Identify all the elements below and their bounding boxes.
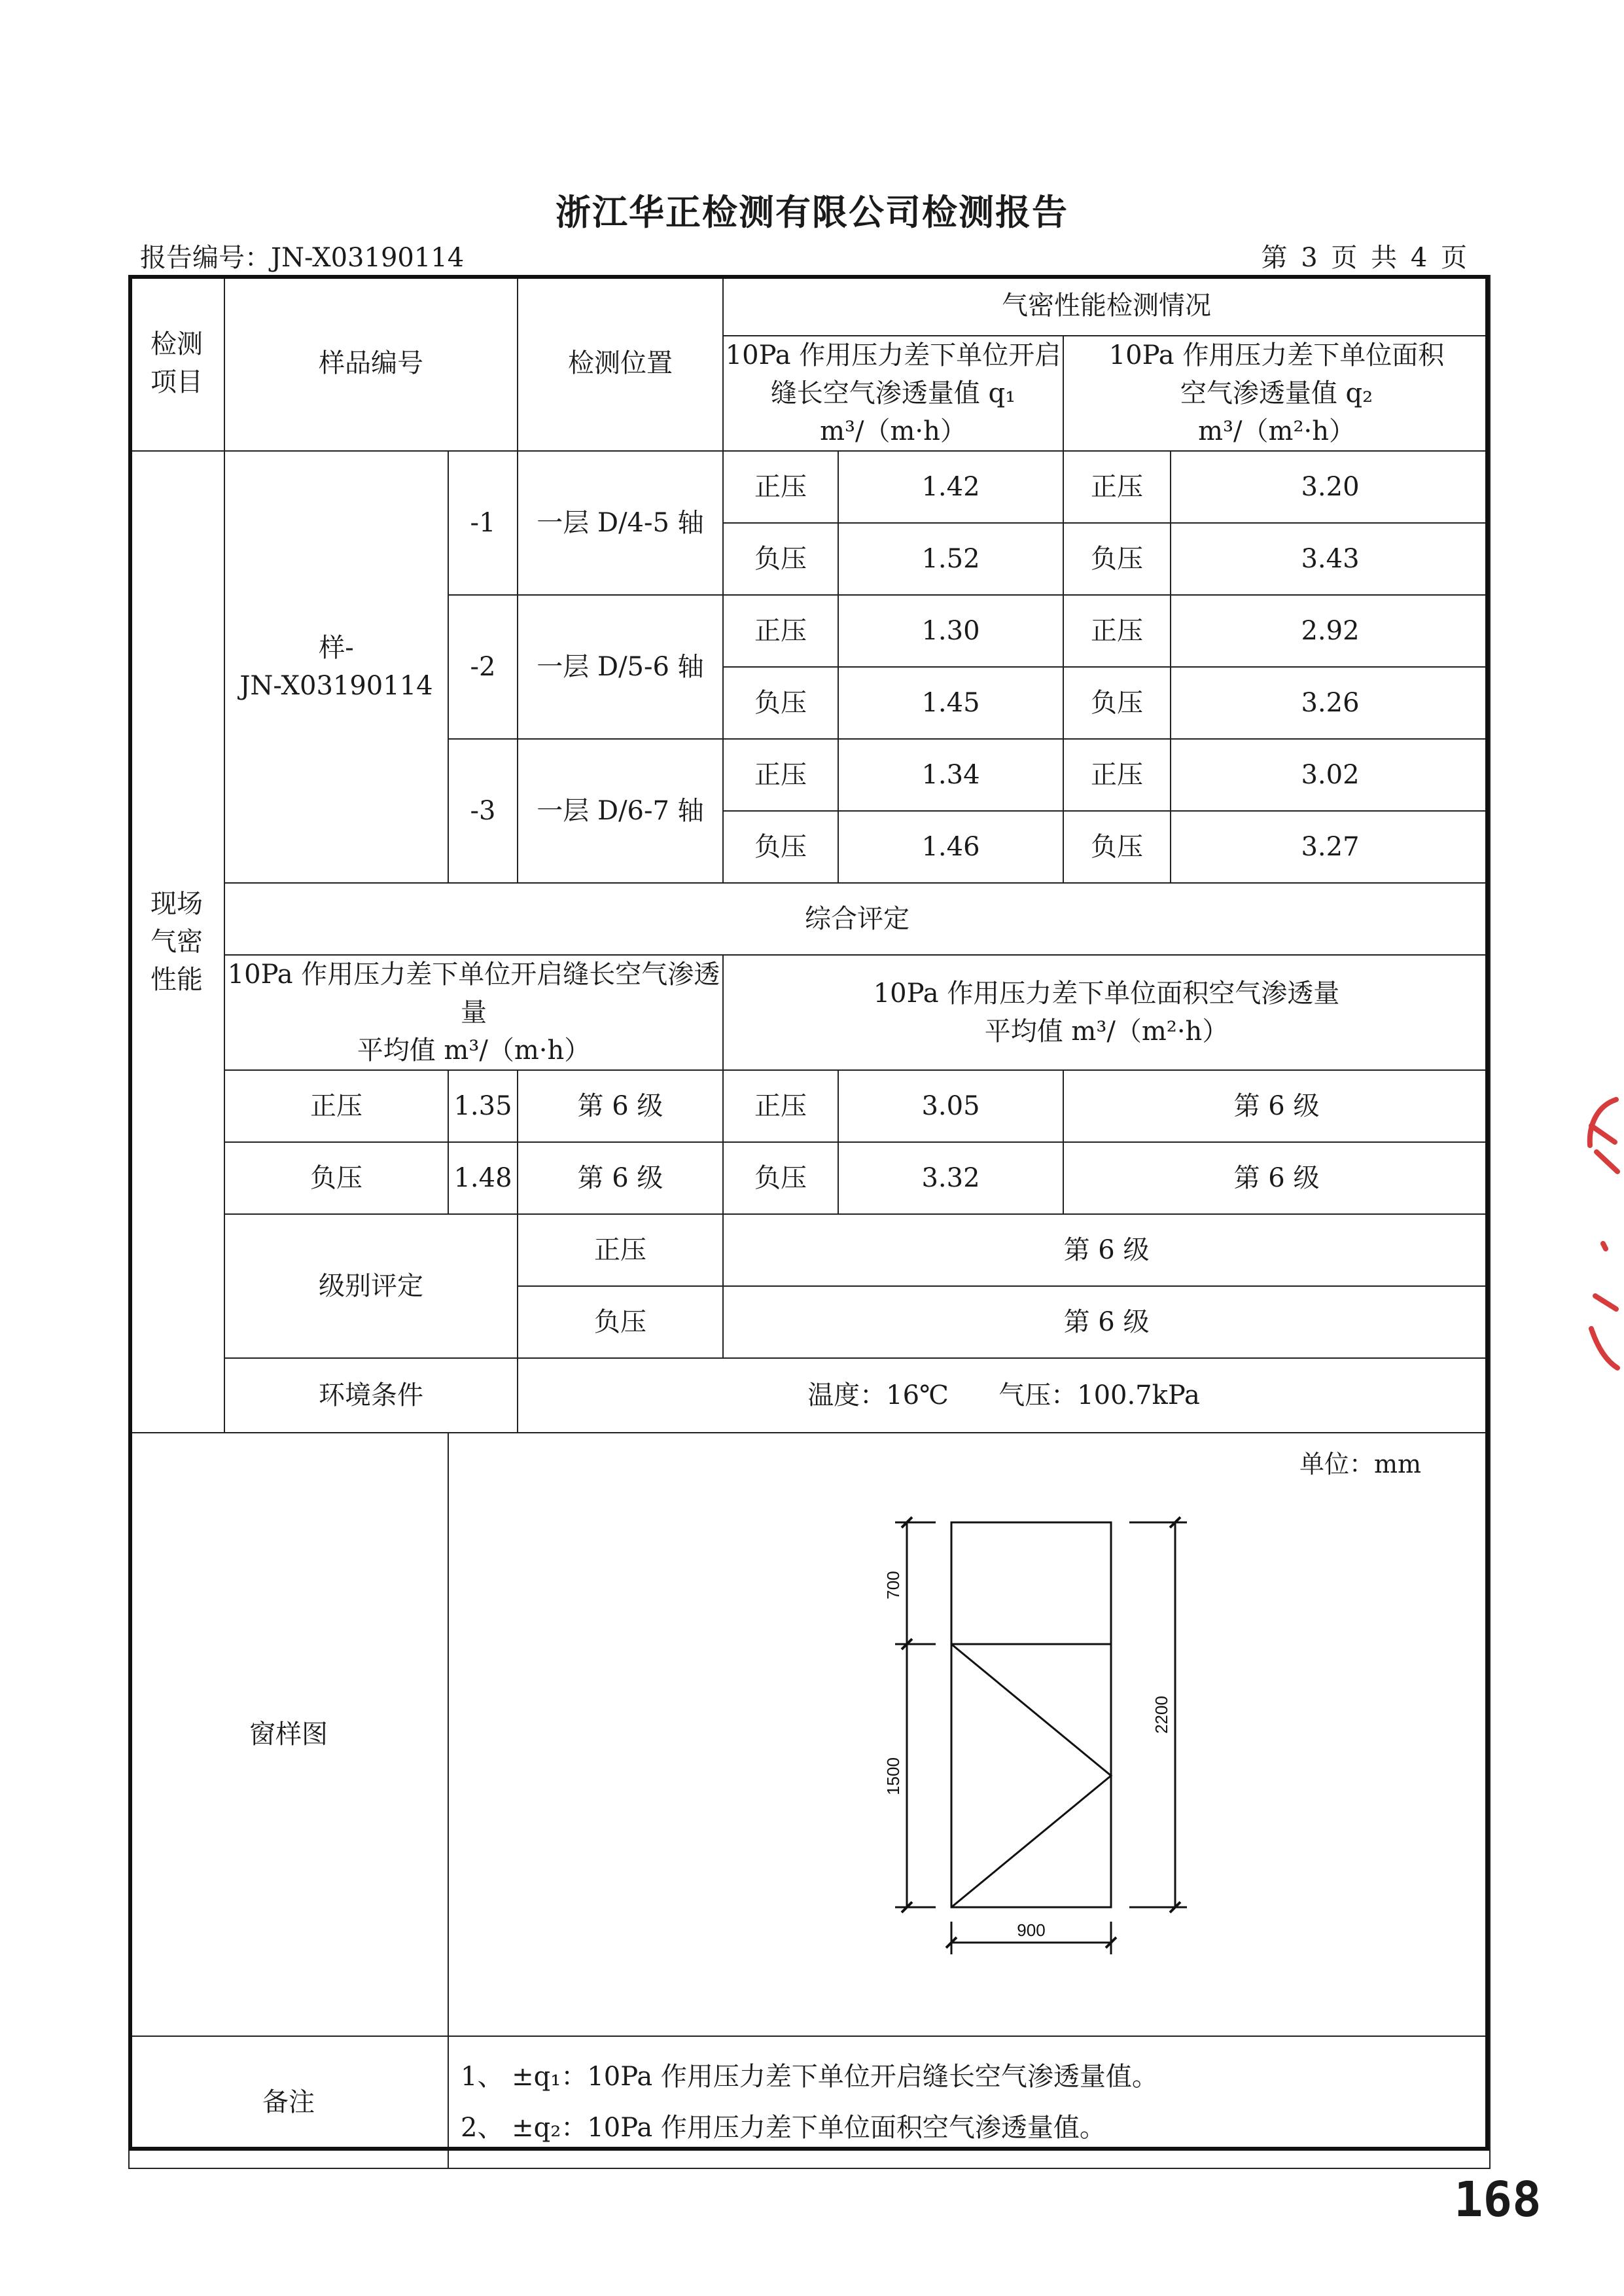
- unit-label: 单位：mm: [1299, 1450, 1422, 1479]
- q1-value: 1.45: [838, 667, 1063, 739]
- env-label: 环境条件: [224, 1358, 518, 1433]
- col-item-header: 检测 项目: [129, 276, 224, 451]
- item-name: 现场 气密 性能: [129, 451, 224, 1433]
- overall-title: 综合评定: [224, 883, 1490, 955]
- avg-q2-grade: 第 6 级: [1063, 1070, 1490, 1142]
- pressure-label: 正压: [1063, 595, 1171, 667]
- pressure-label: 负压: [1063, 523, 1171, 595]
- dim-total: 2200: [1152, 1696, 1171, 1734]
- q2-value: 3.27: [1171, 811, 1490, 883]
- sample-sub: -1: [448, 451, 518, 595]
- col-q2-header: 10Pa 作用压力差下单位面积 空气渗透量值 q₂ m³/（m²·h）: [1063, 336, 1490, 451]
- notes-label: 备注: [129, 2036, 448, 2168]
- avg-q1-value: 1.48: [448, 1142, 518, 1214]
- avg-q2-value: 3.32: [838, 1142, 1063, 1214]
- q1-value: 1.52: [838, 523, 1063, 595]
- sample-id: 样- JN-X03190114: [224, 451, 448, 883]
- col-sample-header: 样品编号: [224, 276, 518, 451]
- avg-q1-grade: 第 6 级: [518, 1142, 723, 1214]
- page-info: 第 3 页 共 4 页: [1261, 243, 1467, 273]
- report-title: 浙江华正检测有限公司检测报告: [556, 192, 1068, 233]
- col-position-header: 检测位置: [518, 276, 723, 451]
- pressure-label: 正压: [723, 595, 838, 667]
- pressure-label: 负压: [224, 1142, 448, 1214]
- pressure-label: 负压: [1063, 811, 1171, 883]
- test-position: 一层 D/6-7 轴: [518, 739, 723, 883]
- pressure-label: 负压: [1063, 667, 1171, 739]
- dim-width: 900: [1017, 1920, 1046, 1940]
- q1-value: 1.34: [838, 739, 1063, 811]
- avg-q1-value: 1.35: [448, 1070, 518, 1142]
- q2-value: 3.26: [1171, 667, 1490, 739]
- test-position: 一层 D/4-5 轴: [518, 451, 723, 595]
- q2-value: 3.20: [1171, 451, 1490, 523]
- pressure-label: 负压: [723, 811, 838, 883]
- pressure-label: 正压: [723, 1070, 838, 1142]
- pressure-label: 负压: [723, 523, 838, 595]
- col-q1-header: 10Pa 作用压力差下单位开启 缝长空气渗透量值 q₁ m³/（m·h）: [723, 336, 1063, 451]
- q2-value: 3.43: [1171, 523, 1490, 595]
- q2-value: 2.92: [1171, 595, 1490, 667]
- q1-value: 1.42: [838, 451, 1063, 523]
- grade-title: 级别评定: [224, 1214, 518, 1358]
- report-number: 报告编号：JN-X03190114: [140, 243, 465, 273]
- page-number: 168: [1454, 2172, 1542, 2228]
- dim-top: 700: [883, 1571, 903, 1600]
- pressure-label: 正压: [224, 1070, 448, 1142]
- pressure-label: 正压: [518, 1214, 723, 1286]
- sample-sub: -2: [448, 595, 518, 739]
- env-value: 温度：16℃ 气压：100.7kPa: [518, 1358, 1490, 1433]
- drawing-label: 窗样图: [129, 1433, 448, 2036]
- sample-sub: -3: [448, 739, 518, 883]
- table-frame: [128, 275, 1489, 2151]
- q2-value: 3.02: [1171, 739, 1490, 811]
- test-position: 一层 D/5-6 轴: [518, 595, 723, 739]
- note-item: 2、 ±q₂：10Pa 作用压力差下单位面积空气渗透量值。: [461, 2113, 1106, 2143]
- avg-q2-title: 10Pa 作用压力差下单位面积空气渗透量 平均值 m³/（m²·h）: [723, 955, 1490, 1070]
- avg-q2-value: 3.05: [838, 1070, 1063, 1142]
- avg-q1-title: 10Pa 作用压力差下单位开启缝长空气渗透量 平均值 m³/（m·h）: [224, 955, 723, 1070]
- grade-value: 第 6 级: [723, 1286, 1490, 1358]
- pressure-label: 负压: [723, 667, 838, 739]
- pressure-label: 正压: [1063, 451, 1171, 523]
- red-seal-stamp: [1577, 1080, 1623, 1394]
- pressure-label: 负压: [518, 1286, 723, 1358]
- dim-bottom: 1500: [883, 1757, 903, 1795]
- q1-value: 1.30: [838, 595, 1063, 667]
- note-item: 1、 ±q₁：10Pa 作用压力差下单位开启缝长空气渗透量值。: [461, 2062, 1158, 2092]
- avg-q2-grade: 第 6 级: [1063, 1142, 1490, 1214]
- pressure-label: 正压: [1063, 739, 1171, 811]
- col-airtight-header: 气密性能检测情况: [723, 276, 1490, 336]
- grade-value: 第 6 级: [723, 1214, 1490, 1286]
- q1-value: 1.46: [838, 811, 1063, 883]
- pressure-label: 正压: [723, 451, 838, 523]
- avg-q1-grade: 第 6 级: [518, 1070, 723, 1142]
- pressure-label: 正压: [723, 739, 838, 811]
- pressure-label: 负压: [723, 1142, 838, 1214]
